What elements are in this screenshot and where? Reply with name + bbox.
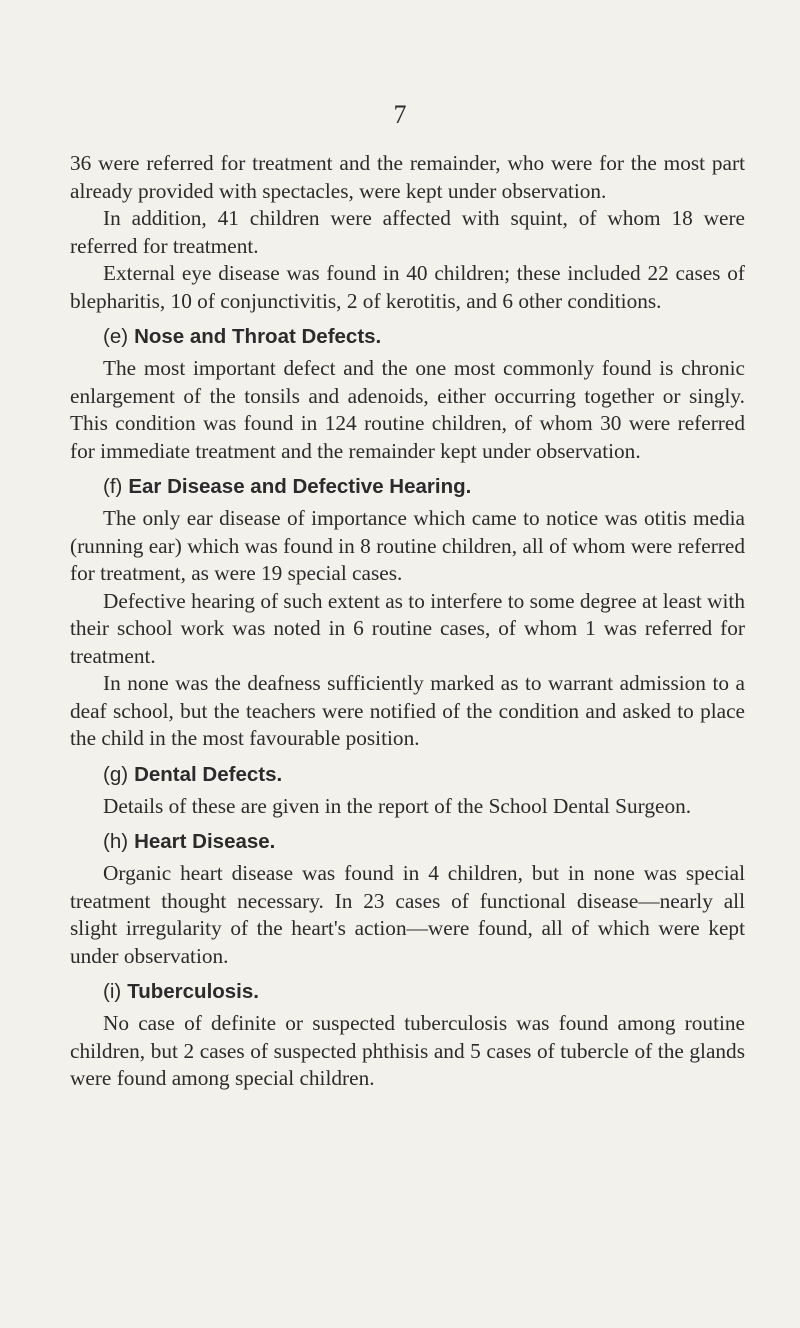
body-text bbox=[70, 150, 745, 1093]
section-title: Heart Disease. bbox=[134, 830, 276, 853]
paragraph: Defective hearing of such extent as to interfere to some degree at least with their school work was noted in 6 routine cases, of whom 1 was referred for treatment. bbox=[70, 588, 745, 668]
page-number: 7 bbox=[393, 100, 407, 129]
paragraph: 36 were referred for treatment and the remainder, who were for the most part already provided with spectacles, were kept under observation. bbox=[70, 151, 745, 203]
section-heading-nose-throat bbox=[103, 324, 745, 350]
section-title: Tuberculosis. bbox=[127, 980, 259, 1003]
section-heading-dental bbox=[103, 762, 745, 788]
section-letter: (g) bbox=[103, 762, 129, 786]
paragraph: External eye disease was found in 40 children; these included 22 cases of blepharitis, 10 of conjunctivitis, 2 of kerotitis, and 6 other conditions. bbox=[70, 261, 745, 313]
section-title: Nose and Throat Defects. bbox=[134, 325, 382, 348]
section-heading-tuberculosis bbox=[103, 979, 745, 1005]
paragraph: In none was the deafness sufficiently marked as to warrant admission to a deaf school, but the teachers were notified of the condition and asked to place the child in the most favourable position. bbox=[70, 671, 745, 750]
paragraph: In addition, 41 children were affected with squint, of whom 18 were referred for treatment. bbox=[70, 206, 745, 258]
paragraph: The most important defect and the one most commonly found is chronic enlargement of the tonsils and adenoids, either occurring together or singly. This condition was found in 124 routine children, of whom 30 were referred for immediate treatment and the remainder kept under observation. bbox=[70, 356, 745, 463]
section-title: Ear Disease and Defective Hearing. bbox=[128, 475, 472, 498]
section-letter: (e) bbox=[103, 325, 129, 348]
section-letter: (h) bbox=[103, 830, 129, 853]
section-letter: (i) bbox=[103, 980, 122, 1003]
section-title: Dental Defects. bbox=[134, 762, 283, 786]
paragraph: Organic heart disease was found in 4 children, but in none was special treatment thought necessary. In 23 cases of functional disease—nearly all slight irregularity of the heart's action—were found, all of which were kept under observation. bbox=[70, 861, 745, 968]
section-letter: (f) bbox=[103, 475, 123, 498]
section-heading-heart bbox=[103, 829, 745, 855]
paragraph: No case of definite or suspected tuberculosis was found among routine children, but 2 cases of suspected phthisis and 5 cases of tubercle of the glands were found among special children. bbox=[70, 1011, 745, 1090]
paragraph: Details of these are given in the report of the School Dental Surgeon. bbox=[103, 793, 692, 818]
section-heading-ear-hearing bbox=[103, 474, 745, 500]
paragraph: The only ear disease of importance which came to notice was otitis media (running ear) which was found in 8 routine children, all of whom were referred for treatment, as were 19 special cases. bbox=[70, 506, 745, 585]
